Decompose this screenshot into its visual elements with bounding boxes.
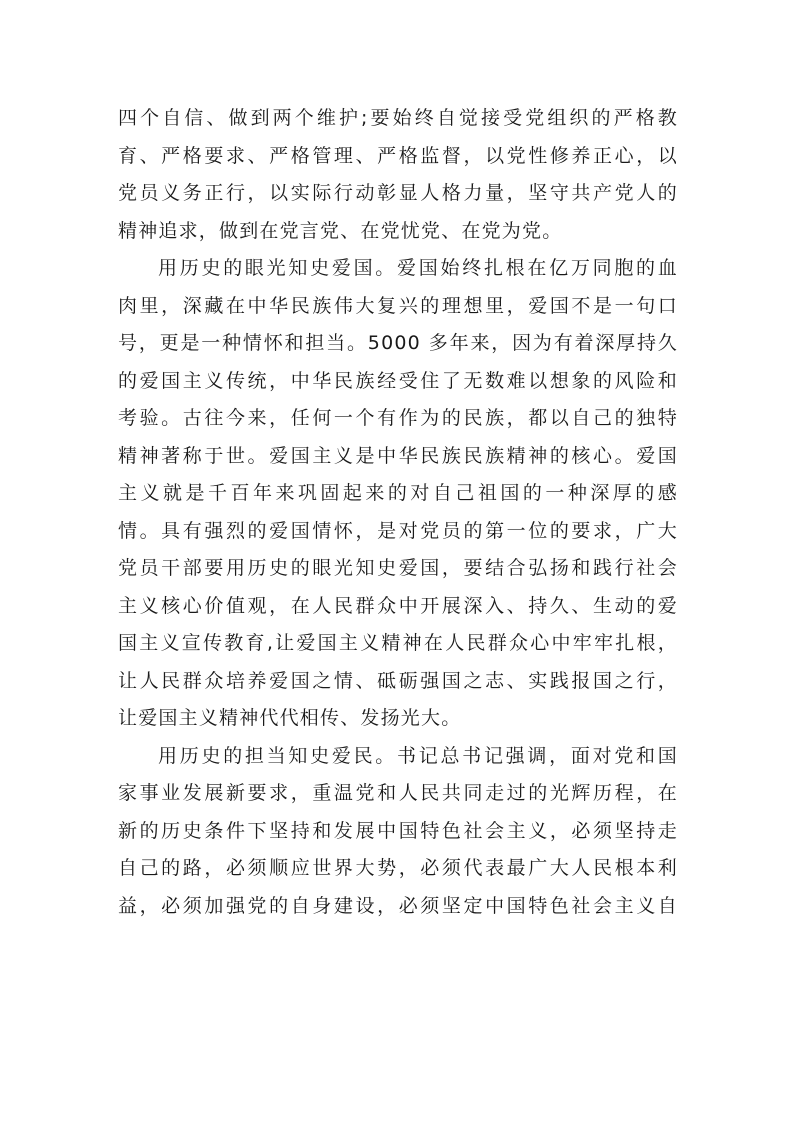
text-line: 育、严格要求、严格管理、严格监督，以党性修养正心，以 [118,144,678,167]
paragraph-first-line: 用历史的担当知史爱民。书记总书记强调，面对党和国 [158,744,678,767]
text-line: 新的历史条件下坚持和发展中国特色社会主义，必须坚持走 [118,819,678,842]
text-line: 党员干部要用历史的眼光知史爱国，要结合弘扬和践行社会 [118,557,678,579]
text-line: 号，更是一种情怀和担当。5000 多年来，因为有着深厚持久 [118,332,678,354]
text-line: 家事业发展新要求，重温党和人民共同走过的光辉历程，在 [118,782,678,804]
text-line: 主义核心价值观，在人民群众中开展深入、持久、生动的爱 [118,594,678,617]
text-line: 考验。古往今来，任何一个有作为的民族，都以自己的独特 [118,407,678,429]
paragraph-first-line: 用历史的眼光知史爱国。爱国始终扎根在亿万同胞的血 [158,257,678,279]
text-line: 四个自信、做到两个维护;要始终自觉接受党组织的严格教 [118,107,678,129]
text-line: 自己的路，必须顺应世界大势，必须代表最广大人民根本利 [118,857,678,879]
text-line: 精神著称于世。爱国主义是中华民族民族精神的核心。爱国 [118,444,678,467]
text-line: 的爱国主义传统，中华民族经受住了无数难以想象的风险和 [118,369,678,392]
text-line: 情。具有强烈的爱国情怀，是对党员的第一位的要求，广大 [118,519,678,542]
text-line: 让人民群众培养爱国之情、砥砺强国之志、实践报国之行， [118,669,678,692]
text-line: 党员义务正行，以实际行动彰显人格力量，坚守共产党人的 [118,182,678,204]
body-text [118,100,678,925]
text-line: 主义就是千百年来巩固起来的对自己祖国的一种深厚的感 [118,482,678,504]
text-line: 让爱国主义精神代代相传、发扬光大。 [118,707,462,729]
text-line: 国主义宣传教育,让爱国主义精神在人民群众心中牢牢扎根， [118,632,678,654]
text-line: 益，必须加强党的自身建设，必须坚定中国特色社会主义自 [118,894,678,917]
text-line: 精神追求，做到在党言党、在党忧党、在党为党。 [118,219,563,242]
text-line: 肉里，深藏在中华民族伟大复兴的理想里，爱国不是一句口 [118,294,678,317]
